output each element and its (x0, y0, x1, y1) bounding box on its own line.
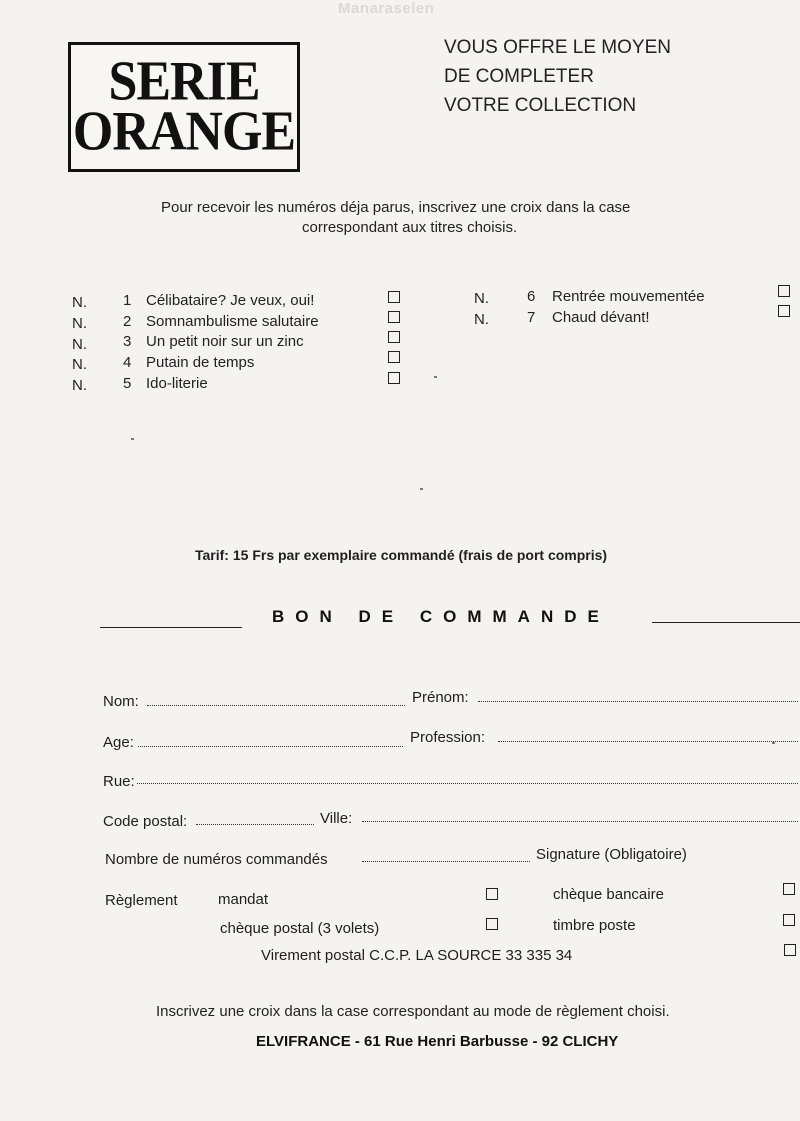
age-label: Age: (103, 734, 134, 751)
title-2: Somnambulisme salutaire (146, 313, 319, 330)
profession-field[interactable] (498, 741, 798, 742)
list-item-prefix: N. (474, 290, 489, 307)
title-2-checkbox[interactable] (388, 311, 400, 323)
timbre-checkbox[interactable] (783, 914, 795, 926)
heading-rule-left (100, 627, 242, 628)
reglement-label: Règlement (105, 892, 178, 909)
order-heading: BON DE COMMANDE (272, 607, 610, 626)
list-item-number: 4 (123, 354, 132, 371)
scan-speck (420, 488, 423, 490)
title-4-checkbox[interactable] (388, 351, 400, 363)
list-item-number: 7 (527, 309, 536, 326)
offer-line-3: VOTRE COLLECTION (444, 95, 637, 116)
timbre-label: timbre poste (553, 917, 636, 934)
cheque-postal-checkbox[interactable] (486, 918, 498, 930)
list-item-number: 2 (123, 313, 132, 330)
list-item-prefix: N. (72, 336, 87, 353)
mandat-checkbox[interactable] (486, 888, 498, 900)
heading-rule-right (652, 622, 800, 623)
list-item-prefix: N. (72, 356, 87, 373)
list-item-prefix: N. (474, 311, 489, 328)
intro-line-2: correspondant aux titres choisis. (302, 219, 518, 236)
list-item-number: 5 (123, 375, 132, 392)
nombre-field[interactable] (362, 861, 530, 862)
prenom-label: Prénom: (412, 689, 469, 706)
title-7: Chaud dévant! (552, 309, 650, 326)
title-7-checkbox[interactable] (778, 305, 790, 317)
title-6: Rentrée mouvementée (552, 288, 705, 305)
intro-line-1: Pour recevoir les numéros déja parus, inscrivez une croix dans la case (161, 199, 631, 216)
scan-speck (131, 438, 134, 440)
list-item-number: 6 (527, 288, 536, 305)
title-5-checkbox[interactable] (388, 372, 400, 384)
prenom-field[interactable] (478, 701, 798, 702)
footer-instruction: Inscrivez une croix dans la case correspondant au mode de règlement choisi. (156, 1003, 670, 1020)
rue-field[interactable] (137, 783, 798, 784)
ville-field[interactable] (362, 821, 798, 822)
nom-field[interactable] (147, 705, 405, 706)
title-1-checkbox[interactable] (388, 291, 400, 303)
code-postal-label: Code postal: (103, 813, 188, 830)
list-item-number: 3 (123, 333, 132, 350)
virement-label: Virement postal C.C.P. LA SOURCE 33 335 34 (261, 947, 573, 964)
list-item-prefix: N. (72, 377, 87, 394)
code-postal-field[interactable] (196, 824, 314, 825)
offer-line-1: VOUS OFFRE LE MOYEN (444, 37, 671, 58)
nom-label: Nom: (103, 693, 139, 710)
age-field[interactable] (138, 746, 403, 747)
title-3-checkbox[interactable] (388, 331, 400, 343)
nombre-label: Nombre de numéros commandés (105, 851, 328, 868)
watermark: Manaraselen (338, 0, 435, 17)
signature-label: Signature (Obligatoire) (536, 846, 687, 863)
title-4: Putain de temps (146, 354, 255, 371)
serie-orange-logo (68, 42, 300, 172)
cheque-bancaire-label: chèque bancaire (553, 886, 664, 903)
ville-label: Ville: (320, 810, 353, 827)
list-item-number: 1 (123, 292, 132, 309)
title-6-checkbox[interactable] (778, 285, 790, 297)
logo-line-2: ORANGE (72, 100, 296, 163)
offer-line-2: DE COMPLETER (444, 66, 594, 87)
title-3: Un petit noir sur un zinc (146, 333, 304, 350)
rue-label: Rue: (103, 773, 135, 790)
tarif-text: Tarif: 15 Frs par exemplaire commandé (frais de port compris) (195, 547, 608, 563)
scan-speck (772, 742, 775, 744)
scan-speck (434, 376, 437, 378)
title-5: Ido-literie (146, 375, 208, 392)
list-item-prefix: N. (72, 294, 87, 311)
mandat-label: mandat (218, 891, 269, 908)
cheque-bancaire-checkbox[interactable] (783, 883, 795, 895)
virement-checkbox[interactable] (784, 944, 796, 956)
footer-address: ELVIFRANCE - 61 Rue Henri Barbusse - 92 CLICHY (256, 1033, 619, 1050)
list-item-prefix: N. (72, 315, 87, 332)
logo-line-1: SERIE (108, 50, 260, 113)
cheque-postal-label: chèque postal (3 volets) (220, 920, 380, 937)
title-1: Célibataire? Je veux, oui! (146, 292, 315, 309)
profession-label: Profession: (410, 729, 486, 746)
